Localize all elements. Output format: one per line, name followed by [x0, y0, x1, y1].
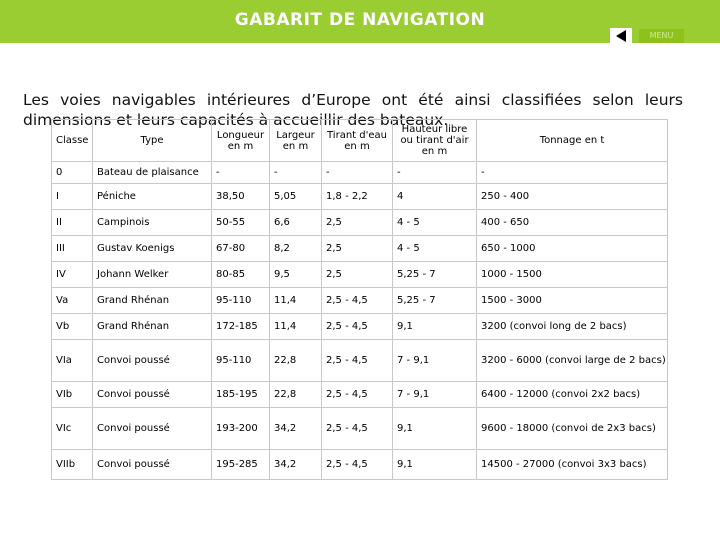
- cell-hauteur-libre: 7 - 9,1: [393, 382, 477, 408]
- cell-classe: 0: [52, 162, 93, 184]
- cell-tirant-eau: 2,5: [322, 210, 393, 236]
- menu-button[interactable]: MENU: [639, 29, 684, 43]
- cell-classe: Va: [52, 288, 93, 314]
- table-row: [52, 382, 668, 408]
- cell-classe: VIa: [52, 340, 93, 382]
- col-header-largeur: Largeur en m: [270, 120, 322, 162]
- cell-largeur: 34,2: [270, 450, 322, 480]
- cell-tirant-eau: -: [322, 162, 393, 184]
- cell-hauteur-libre: 9,1: [393, 450, 477, 480]
- cell-type: Grand Rhénan: [93, 314, 212, 340]
- cell-tonnage: 650 - 1000: [477, 236, 668, 262]
- cell-classe: VIb: [52, 382, 93, 408]
- cell-classe: VIc: [52, 408, 93, 450]
- cell-largeur: 22,8: [270, 340, 322, 382]
- cell-hauteur-libre: 4 - 5: [393, 210, 477, 236]
- table-row: [52, 408, 668, 450]
- col-header-tonnage: Tonnage en t: [477, 120, 668, 162]
- cell-tirant-eau: 2,5 - 4,5: [322, 382, 393, 408]
- cell-largeur: -: [270, 162, 322, 184]
- table-body: [52, 162, 668, 480]
- col-header-classe: Classe: [52, 120, 93, 162]
- cell-hauteur-libre: 4 - 5: [393, 236, 477, 262]
- table-row: [52, 236, 668, 262]
- table-row: [52, 162, 668, 184]
- cell-type: Péniche: [93, 184, 212, 210]
- cell-hauteur-libre: 9,1: [393, 408, 477, 450]
- cell-type: Convoi poussé: [93, 340, 212, 382]
- cell-type: Convoi poussé: [93, 382, 212, 408]
- col-header-tirant-eau: Tirant d'eau en m: [322, 120, 393, 162]
- cell-tirant-eau: 2,5 - 4,5: [322, 340, 393, 382]
- cell-longueur: 195-285: [212, 450, 270, 480]
- cell-largeur: 6,6: [270, 210, 322, 236]
- triangle-left-icon: [616, 30, 626, 42]
- cell-type: Campinois: [93, 210, 212, 236]
- cell-tirant-eau: 2,5 - 4,5: [322, 288, 393, 314]
- cell-largeur: 9,5: [270, 262, 322, 288]
- cell-tonnage: 6400 - 12000 (convoi 2x2 bacs): [477, 382, 668, 408]
- cell-tonnage: 3200 - 6000 (convoi large de 2 bacs): [477, 340, 668, 382]
- cell-classe: I: [52, 184, 93, 210]
- cell-hauteur-libre: -: [393, 162, 477, 184]
- cell-longueur: 38,50: [212, 184, 270, 210]
- cell-longueur: 80-85: [212, 262, 270, 288]
- cell-largeur: 22,8: [270, 382, 322, 408]
- cell-tonnage: 250 - 400: [477, 184, 668, 210]
- cell-type: Convoi poussé: [93, 408, 212, 450]
- cell-tonnage: 3200 (convoi long de 2 bacs): [477, 314, 668, 340]
- cell-largeur: 5,05: [270, 184, 322, 210]
- cell-longueur: 95-110: [212, 340, 270, 382]
- cell-longueur: 193-200: [212, 408, 270, 450]
- table-row: [52, 450, 668, 480]
- cell-type: Gustav Koenigs: [93, 236, 212, 262]
- table-row: [52, 210, 668, 236]
- cell-longueur: 172-185: [212, 314, 270, 340]
- cell-type: Bateau de plaisance: [93, 162, 212, 184]
- cell-classe: II: [52, 210, 93, 236]
- cell-longueur: 50-55: [212, 210, 270, 236]
- cell-classe: VIIb: [52, 450, 93, 480]
- table-row: [52, 314, 668, 340]
- table-row: [52, 262, 668, 288]
- table-row: [52, 184, 668, 210]
- cell-tonnage: -: [477, 162, 668, 184]
- cell-tirant-eau: 1,8 - 2,2: [322, 184, 393, 210]
- cell-type: Convoi poussé: [93, 450, 212, 480]
- cell-hauteur-libre: 4: [393, 184, 477, 210]
- cell-hauteur-libre: 7 - 9,1: [393, 340, 477, 382]
- cell-tonnage: 1500 - 3000: [477, 288, 668, 314]
- cell-hauteur-libre: 5,25 - 7: [393, 288, 477, 314]
- cell-classe: III: [52, 236, 93, 262]
- header-bar: [0, 0, 720, 43]
- page-title: GABARIT DE NAVIGATION: [234, 10, 486, 30]
- back-button[interactable]: [610, 28, 632, 43]
- col-header-hauteur-libre: Hauteur libre ou tirant d'air en m: [393, 120, 477, 162]
- cell-hauteur-libre: 9,1: [393, 314, 477, 340]
- cell-classe: IV: [52, 262, 93, 288]
- cell-hauteur-libre: 5,25 - 7: [393, 262, 477, 288]
- cell-tirant-eau: 2,5 - 4,5: [322, 408, 393, 450]
- col-header-type: Type: [93, 120, 212, 162]
- cell-largeur: 11,4: [270, 314, 322, 340]
- cell-longueur: 95-110: [212, 288, 270, 314]
- cell-type: Grand Rhénan: [93, 288, 212, 314]
- col-header-longueur: Longueur en m: [212, 120, 270, 162]
- cell-longueur: 67-80: [212, 236, 270, 262]
- cell-longueur: 185-195: [212, 382, 270, 408]
- cell-tonnage: 400 - 650: [477, 210, 668, 236]
- cell-tirant-eau: 2,5: [322, 262, 393, 288]
- classification-table: [51, 119, 668, 480]
- cell-tirant-eau: 2,5 - 4,5: [322, 450, 393, 480]
- cell-tonnage: 1000 - 1500: [477, 262, 668, 288]
- cell-classe: Vb: [52, 314, 93, 340]
- cell-tonnage: 14500 - 27000 (convoi 3x3 bacs): [477, 450, 668, 480]
- table-row: [52, 340, 668, 382]
- cell-tirant-eau: 2,5 - 4,5: [322, 314, 393, 340]
- cell-tirant-eau: 2,5: [322, 236, 393, 262]
- cell-largeur: 34,2: [270, 408, 322, 450]
- cell-largeur: 11,4: [270, 288, 322, 314]
- intro-paragraph: Les voies navigables intérieures d’Europe ont été ainsi classifiées selon leurs dimensions et leurs capacités à accueillir des bateaux.: [23, 90, 683, 129]
- cell-largeur: 8,2: [270, 236, 322, 262]
- table-row: [52, 288, 668, 314]
- cell-longueur: -: [212, 162, 270, 184]
- cell-tonnage: 9600 - 18000 (convoi de 2x3 bacs): [477, 408, 668, 450]
- cell-type: Johann Welker: [93, 262, 212, 288]
- table-header-row: [52, 120, 668, 162]
